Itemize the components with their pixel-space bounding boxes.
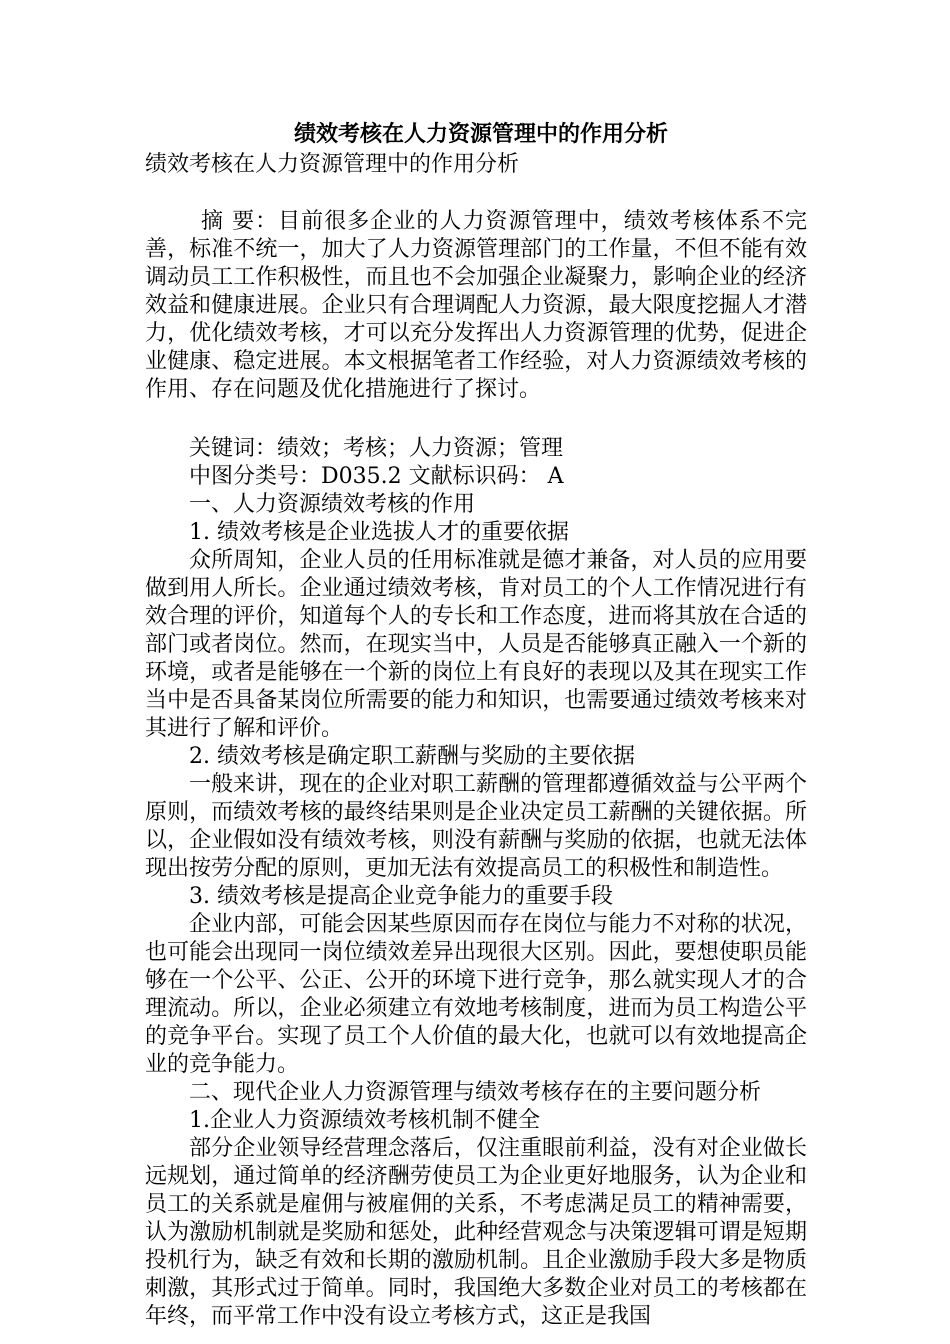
keywords-line: 关键词：绩效；考核；人力资源；管理 — [189, 436, 564, 461]
paragraph-1-3: 企业内部，可能会因某些原因而存在岗位与能力不对称的状况，也可能会出现同一岗位绩效差异出现很大区别。因此，要想使职员能够在一个公平、公正、公开的环境下进行竞争，那么就实现人才的合理流动。所以，企业必须建立有效地考核制度，进而为员工构造公平的竞争平台。实现了员工个人价值的最大化，也就可以有效地提高企业的竞争能力。 — [145, 912, 807, 1077]
section-heading-2: 二、现代企业人力资源管理与绩效考核存在的主要问题分析 — [189, 1080, 762, 1105]
paragraph-1-2: 一般来讲，现在的企业对职工薪酬的管理都遵循效益与公平两个原则，而绩效考核的最终结果则是企业决定员工薪酬的关键依据。所以，企业假如没有绩效考核，则没有薪酬与奖励的依据，也就无法体现出按劳分配的原则，更加无法有效提高员工的积极性和制造性。 — [145, 772, 807, 881]
subsection-heading-2-1: 1.企业人力资源绩效考核机制不健全 — [189, 1108, 540, 1133]
document-subtitle: 绩效考核在人力资源管理中的作用分析 — [145, 152, 520, 177]
subsection-heading-1-3: 3. 绩效考核是提高企业竞争能力的重要手段 — [189, 884, 613, 909]
section-heading-1: 一、人力资源绩效考核的作用 — [189, 492, 476, 517]
abstract-paragraph: 摘 要：目前很多企业的人力资源管理中，绩效考核体系不完善，标准不统一，加大了人力资源管理部门的工作量，不但不能有效调动员工工作积极性，而且也不会加强企业凝聚力，影响企业的经济效益和健康进展。企业只有合理调配人力资源，最大限度挖掘人才潜力，优化绩效考核，才可以充分发挥出人力资源管理的优势，促进企业健康、稳定进展。本文根据笔者工作经验，对人力资源绩效考核的作用、存在问题及优化措施进行了探讨。 — [145, 209, 807, 402]
paragraph-2-1: 部分企业领导经营理念落后，仅注重眼前利益，没有对企业做长远规划，通过简单的经济酬劳使员工为企业更好地服务，认为企业和员工的关系就是雇佣与被雇佣的关系，不考虑满足员工的精神需要，认为激励机制就是奖励和惩处，此种经营观念与决策逻辑可谓是短期投机行为，缺乏有效和长期的激励机制。且企业激励手段大多是物质刺激，其形式过于简单。同时，我国绝大多数企业对员工的考核都在年终，而平常工作中没有设立考核方式，这正是我国 — [145, 1136, 807, 1329]
document-title: 绩效考核在人力资源管理中的作用分析 — [293, 121, 668, 147]
subsection-heading-1-1: 1. 绩效考核是企业选拔人才的重要依据 — [189, 520, 569, 545]
paragraph-1-1: 众所周知，企业人员的任用标准就是德才兼备，对人员的应用要做到用人所长。企业通过绩效考核，肯对员工的个人工作情况进行有效合理的评价，知道每个人的专长和工作态度，进而将其放在合适的部门或者岗位。然而，在现实当中，人员是否能够真正融入一个新的环境，或者是能够在一个新的岗位上有良好的表现以及其在现实工作当中是否具备某岗位所需要的能力和知识，也需要通过绩效考核来对其进行了解和评价。 — [145, 548, 807, 741]
classification-line: 中图分类号：D035.2 文献标识码： A — [189, 464, 564, 489]
subsection-heading-1-2: 2. 绩效考核是确定职工薪酬与奖励的主要依据 — [189, 744, 635, 769]
document-page — [145, 118, 807, 1331]
